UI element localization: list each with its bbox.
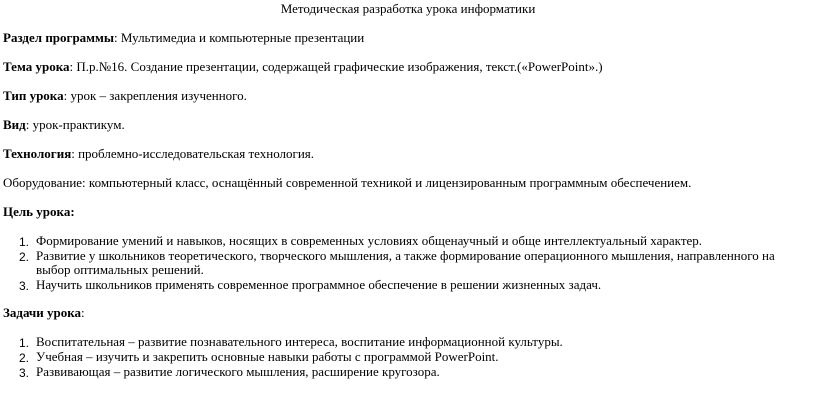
goal-heading <box>3 204 75 220</box>
goal-heading-text: Цель урока: <box>3 204 75 219</box>
kind-label: Вид <box>3 117 26 132</box>
technology-line <box>3 146 314 162</box>
topic-value: : П.р.№16. Создание презентации, содержащей графические изображения, текст.(«PowerPoint».) <box>69 59 603 74</box>
list-item-number: 1. <box>19 336 30 350</box>
list-item-number: 3. <box>19 366 30 380</box>
kind-value: : урок-практикум. <box>25 117 125 132</box>
topic-label: Тема урока <box>3 59 70 74</box>
document-title: Методическая разработка урока информатики <box>280 1 536 16</box>
equipment-line: Оборудование: компьютерный класс, оснащённый современной техникой и лицензированным программным обеспечением. <box>3 175 692 190</box>
tasks-heading <box>3 305 85 321</box>
list-item-number: 2. <box>19 351 30 365</box>
list-item-text: Формирование умений и навыков, носящих в современных условиях общенаучный и обще интеллектуальный характер. <box>36 233 703 248</box>
list-item-text: Учебная – изучить и закрепить основные навыки работы с программой PowerPoint. <box>36 349 499 364</box>
list-item-number: 3. <box>19 279 30 293</box>
topic-line <box>3 59 603 75</box>
lesson-type-value: : урок – закрепления изученного. <box>63 88 247 103</box>
section-label: Раздел программы <box>3 30 115 45</box>
list-item <box>0 350 816 365</box>
list-item <box>0 278 816 293</box>
list-item-text: Развитие у школьников теоретического, творческого мышления, а также формирование операционного мышления, направленного на выбор оптимальных решений. <box>36 248 775 277</box>
list-item-text: Воспитательная – развитие познавательного интереса, воспитание информационной культуры. <box>36 334 563 349</box>
list-item-text: Научить школьников применять современное программное обеспечение в решении жизненных задач. <box>36 277 602 292</box>
list-item <box>0 234 816 249</box>
kind-line <box>3 117 125 133</box>
lesson-type-line <box>3 88 247 104</box>
list-item <box>0 249 816 278</box>
technology-label: Технология <box>3 146 72 161</box>
technology-value: : проблемно-исследовательская технология. <box>71 146 315 161</box>
section-value: : Мультимедиа и компьютерные презентации <box>114 30 365 45</box>
tasks-heading-text: Задачи урока <box>3 305 82 320</box>
lesson-type-label: Тип урока <box>3 88 64 103</box>
goal-list <box>0 234 816 293</box>
list-item-text: Развивающая – развитие логического мышления, расширение кругозора. <box>36 364 440 379</box>
list-item-number: 1. <box>19 235 30 249</box>
tasks-heading-suffix: : <box>81 305 85 320</box>
list-item <box>0 335 816 350</box>
list-item <box>0 365 816 380</box>
section-line <box>3 30 364 46</box>
tasks-list <box>0 335 816 380</box>
list-item-number: 2. <box>19 250 30 264</box>
